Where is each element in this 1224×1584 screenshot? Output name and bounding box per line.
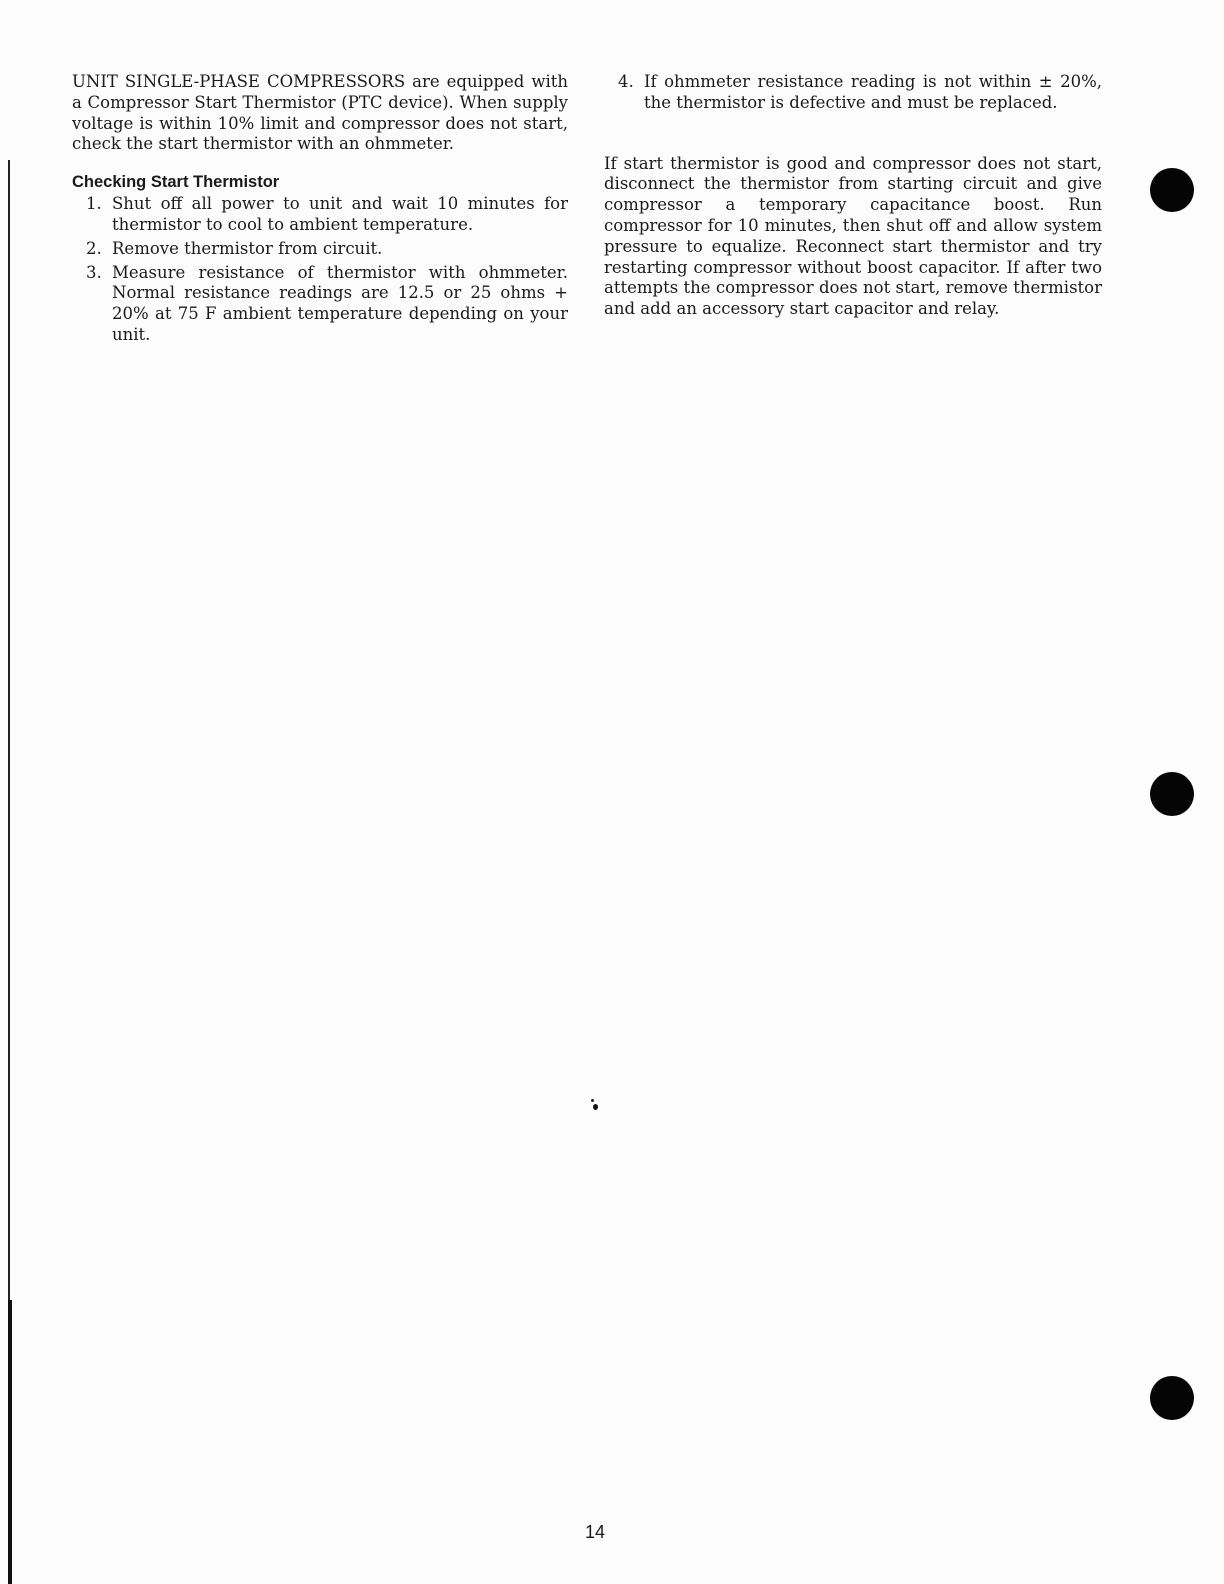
punch-hole-icon [1150,772,1194,816]
left-column [72,72,568,349]
step-number: 2. [86,238,102,258]
scan-speck [593,1104,598,1110]
step-text: Remove thermistor from circuit. [112,238,383,258]
page-number: 14 [584,1522,606,1542]
scan-speck [591,1099,594,1102]
step-text: Shut off all power to unit and wait 10 minutes for thermistor to cool to ambient temperature. [112,194,568,234]
steps-list [72,194,568,346]
steps-list-continued [604,72,1102,114]
list-item [72,194,568,236]
step-number: 1. [86,194,102,214]
section-heading: Checking Start Thermistor [72,173,280,192]
right-column [604,72,1102,320]
punch-hole-icon [1150,168,1194,212]
list-item [604,72,1102,114]
punch-hole-icon [1150,1376,1194,1420]
intro-paragraph: UNIT SINGLE-PHASE COMPRESSORS are equipped with a Compressor Start Thermistor (PTC device). When supply voltage is within 10% limit and compressor does not start, check the start thermistor with an ohmmeter. [72,72,568,154]
scan-edge-line-thick [8,1300,12,1584]
step-number: 3. [86,262,102,282]
list-item [72,263,568,346]
step-number: 4. [618,72,634,91]
list-item [72,239,568,260]
step-text: If ohmmeter resistance reading is not within ± 20%, the thermistor is defective and must be replaced. [644,72,1102,112]
step-text: Measure resistance of thermistor with ohmmeter. Normal resistance readings are 12.5 or 25 ohms + 20% at 75 F ambient temperature depending on your unit. [112,262,568,344]
troubleshooting-paragraph: If start thermistor is good and compressor does not start, disconnect the thermistor from starting circuit and give compressor a temporary capacitance boost. Run compressor for 10 minutes, then shut off and allow system pressure to equalize. Reconnect start thermistor and try restarting compressor without boost capacitor. If after two attempts the compressor does not start, remove thermistor and add an accessory start capacitor and relay. [604,153,1102,319]
